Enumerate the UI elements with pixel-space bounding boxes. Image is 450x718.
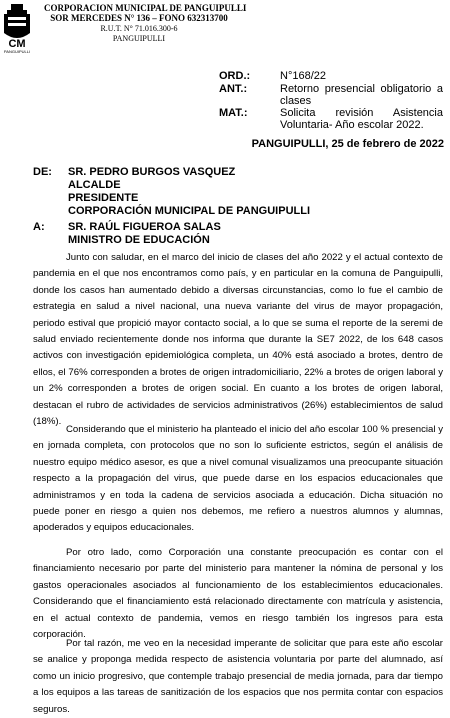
ord-value: N°168/22: [280, 70, 326, 82]
from-name: SR. PEDRO BURGOS VASQUEZ: [68, 166, 236, 178]
body-paragraph-1: [33, 250, 443, 430]
body-paragraph-2: [33, 422, 443, 537]
to-block: [68, 221, 221, 247]
letterhead-address: SOR MERCEDES N° 136 – FONO 632313700: [50, 13, 228, 23]
mat-value-line2: Voluntaria- Año escolar 2022.: [280, 119, 424, 131]
letterhead-org-name: CORPORACION MUNICIPAL DE PANGUIPULLI: [44, 3, 247, 13]
to-label: A:: [33, 221, 45, 233]
corporation-logo: [2, 3, 32, 55]
letter-date: PANGUIPULLI, 25 de febrero de 2022: [251, 138, 444, 150]
mat-label: MAT.:: [219, 107, 248, 119]
paragraph-2-text: Considerando que el ministerio ha planteado el inicio del año escolar 100 % presencial y en jornada completa, con protocolos que no son lo suficiente estrictos, según el análisis de nuestro equipo médico asesor, es que a nivel comunal visualizamos una preocupante situación respecto a la propagación del virus, que puede darse en los espacios educacionales que administramos y en toda la cadena de servicios asociada a educación. Dicha situación no puede poner en riesgo a quien nos debemos, me refiero a nuestros alumnos y alumnas, apoderados y equipos educacionales.: [33, 424, 443, 534]
logo-letters: CM: [8, 38, 26, 50]
ord-label: ORD.:: [219, 70, 251, 82]
from-title-alcalde: ALCALDE: [68, 179, 121, 191]
letterhead-rut: R.U.T. N° 71.016.300-6: [100, 24, 178, 33]
body-paragraph-3: [33, 545, 443, 643]
to-name: SR. RAÚL FIGUEROA SALAS: [68, 221, 221, 233]
from-label: DE:: [33, 166, 52, 178]
from-title-presidente: PRESIDENTE: [68, 192, 139, 204]
ant-label: ANT.:: [219, 83, 248, 95]
paragraph-1-text: Junto con saludar, en el marco del inicio de clases del año 2022 y el actual contexto de pandemia en el que nos encontramos como país, y en particular en la comuna de Panguipulli, donde los casos han aumentado debido a diversas circunstancias, como lo fue el cambio de estrategia en salud a nivel nacional, una nueva variante del virus de mayor propagación, periodo estival que propició mayor contacto social, a lo que se suma el reporte de la seremi de salud enviado recientemente donde nos informa que durante la SE7 2022, de los 648 casos activos con investigación epidemiológica completa, un 40% está asociado a brotes, dentro de ellos, el 76% corresponden a brotes de origen intradomiciliario, 22% a brotes de origen laboral y un 2% corresponden a brotes de origen social. En cuanto a los brotes de origen laboral, destacan el rubro de actividades de servicios administrativos (26%) establecimientos de salud (18%).: [33, 252, 443, 428]
from-block: [68, 166, 310, 218]
mat-value-line1: Solicita revisión Asistencia: [280, 107, 443, 119]
ant-value-line1: Retorno presencial obligatorio a: [280, 83, 443, 95]
paragraph-4-text: Por tal razón, me veo en la necesidad imperante de solicitar que para este año escolar se analice y proponga medida respecto de asistencia voluntaria por parte del alumnado, así como un inicio progresivo, que contemple trabajo presencial de media jornada, para dar tiempo a los equipos a las tareas de sanitización de los espacios que nos permita contar con espacios seguros.: [33, 638, 443, 715]
from-org: CORPORACIÓN MUNICIPAL DE PANGUIPULLI: [68, 205, 311, 217]
ant-value-line2: clases: [280, 95, 312, 107]
letterhead-city: PANGUIPULLI: [112, 34, 166, 43]
paragraph-3-text: Por otro lado, como Corporación una constante preocupación es contar con el financiamiento necesario por parte del ministerio para mantener la nómina de personal y los gastos operacionales asociados al funcionamiento de los establecimientos educacionales. Considerando que el financiamiento está relacionado directamente con matrícula y asistencia, en el actual contexto de pandemia, vemos en riesgo también los ingresos para esta corporación.: [33, 547, 443, 641]
body-paragraph-4: [33, 636, 443, 718]
to-title: MINISTRO DE EDUCACIÓN: [68, 234, 210, 246]
logo-subtext: PANGUIPULLI: [3, 49, 31, 54]
